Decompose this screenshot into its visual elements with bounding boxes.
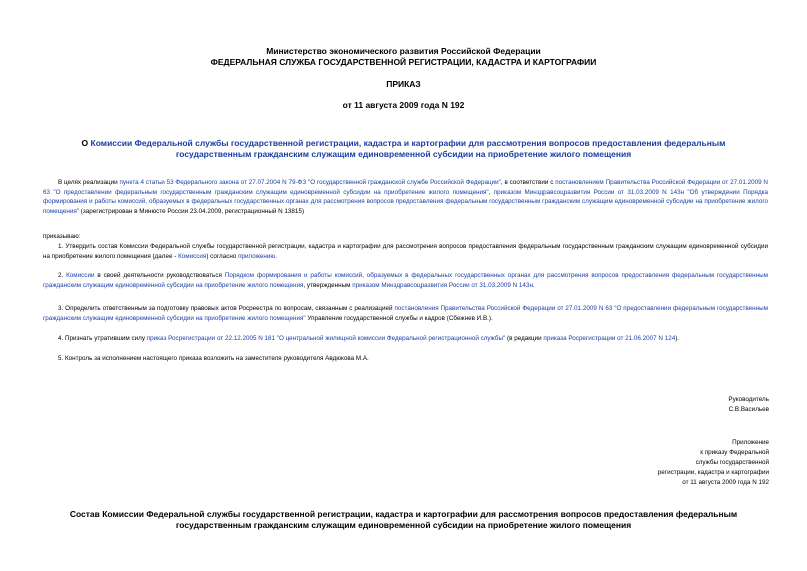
appendix-title-line-2: государственным гражданским служащим единовременной субсидии на приобретение жилого помещения (175, 520, 632, 530)
appendix-line-5: от 11 августа 2009 года N 192 (682, 479, 769, 486)
appendix-line-1: Приложение (732, 439, 769, 446)
item-5: 5. Контроль за исполнением настоящего приказа возложить на заместителя руководителя Авдюкова М.А. (58, 355, 369, 362)
item-3-text-2: Управление государственной службы и кадров (Сбежнев И.В.). (305, 314, 493, 322)
appendix-line-3: службы государственной (695, 459, 769, 466)
item-3-text-1: 3. Определить ответственным за подготовку правовых актов Росреестра по вопросам, связанным с реализацией (58, 305, 395, 312)
link-ministry-order[interactable]: приказом Минздравсоцразвития России от 31.03.2009 N 143н "Об утверждении Порядка формирования и работы комиссий, образуемых в федеральных государственных органах для рассмотрения вопросов предоставления федеральным государственным гражданским служащим единовременной субсидии на приобретение жилого помещения" (43, 188, 769, 215)
appendix-title-line-1: Состав Комиссии Федеральной службы государственной регистрации, кадастра и картографии для рассмотрения вопросов предоставления федеральным (69, 509, 738, 519)
item-1-text-2: ) согласно (206, 252, 239, 260)
preamble-text-2: , в соответствии с (500, 179, 556, 186)
item-2-text-1: 2. (58, 272, 67, 279)
link-ministry-order-2[interactable]: приказом Минздравсоцразвития России от 31.03.2009 N 143н (352, 281, 533, 289)
link-appendix[interactable]: приложению (238, 252, 276, 260)
link-commission[interactable]: Комиссия (178, 252, 207, 260)
signature-name: С.В.Васильев (728, 406, 769, 413)
item-4-text-2: (в редакции (505, 335, 544, 342)
doc-type: ПРИКАЗ (386, 79, 421, 89)
signature-role: Руководитель (728, 396, 769, 403)
order-word: приказываю: (43, 233, 81, 240)
item-4 (43, 334, 768, 344)
item-4-text-3: ). (675, 335, 680, 342)
link-commission-2[interactable]: Комиссии (66, 272, 95, 279)
title-prefix: О (81, 138, 89, 148)
doc-title (0, 138, 807, 149)
item-2-text-2: в своей деятельности руководствоваться (94, 272, 225, 279)
title-line-1[interactable]: Комиссии Федеральной службы государственной регистрации, кадастра и картографии для рассмотрения вопросов предоставления федеральным (90, 138, 726, 148)
link-government-decree[interactable]: постановлением Правительства Российской Федерации от 27.01.2009 N 63 "О предоставлении федеральным государственным гражданским служащим единовременной субсидии на приобретение жилого помещения" (43, 179, 768, 196)
item-2-text-4: . (532, 281, 535, 289)
service-name: ФЕДЕРАЛЬНАЯ СЛУЖБА ГОСУДАРСТВЕННОЙ РЕГИСТРАЦИИ, КАДАСТРА И КАРТОГРАФИИ (210, 57, 597, 67)
item-4-text-1: 4. Признать утратившим силу (58, 335, 147, 342)
link-federal-law[interactable]: пункта 4 статьи 53 Федерального закона от 27.07.2004 N 79-ФЗ "О государственной гражданской службе Российской Федерации" (119, 179, 501, 186)
appendix-line-2: к приказу Федеральной (700, 449, 769, 456)
item-1 (43, 242, 768, 261)
link-procedure[interactable]: Порядком формирования и работы комиссий, образуемых в федеральных государственных органах для рассмотрения вопросов предоставления федеральным государственным гражданским служащим единовременной субсидии на приобретение жилого помещения (43, 272, 768, 289)
link-rosreg-order-181[interactable]: приказ Росрегистрации от 22.12.2005 N 181 "О центральной жилищной комиссии Федеральной регистрационной службы" (146, 335, 506, 342)
title-line-2[interactable]: государственным гражданским служащим единовременной субсидии на приобретение жилого помещения (175, 149, 632, 159)
appendix-line-4: регистрации, кадастра и картографии (657, 469, 769, 476)
item-1-text-1: 1. Утвердить состав Комиссии Федеральной службы государственной регистрации, кадастра и картографии для рассмотрения вопросов предоставления федеральным государственным гражданским служащим единовременной субсидии на приобретение жилого помещения (далее - (43, 243, 768, 260)
item-3 (43, 304, 768, 323)
preamble-text-4: (зарегистрирован в Минюсте России 23.04.2009, регистрационный N 13815) (79, 207, 305, 215)
link-rosreg-order-124[interactable]: приказа Росрегистрации от 21.06.2007 N 124 (543, 335, 676, 342)
preamble (43, 178, 768, 216)
item-2-text-3: , утвержденным (303, 281, 353, 289)
doc-date: от 11 августа 2009 года N 192 (342, 100, 465, 110)
link-government-decree-2[interactable]: постановления Правительства Российской Федерации от 27.01.2009 N 63 "О предоставлении федеральным государственным гражданским служащим единовременной субсидии на приобретение жилого помещения" (43, 305, 768, 322)
preamble-text-3: , (488, 188, 494, 196)
item-2 (43, 271, 768, 290)
preamble-text-1: В целях реализации (58, 179, 120, 186)
item-1-text-3: . (275, 252, 277, 260)
ministry-name: Министерство экономического развития Российской Федерации (266, 46, 541, 56)
